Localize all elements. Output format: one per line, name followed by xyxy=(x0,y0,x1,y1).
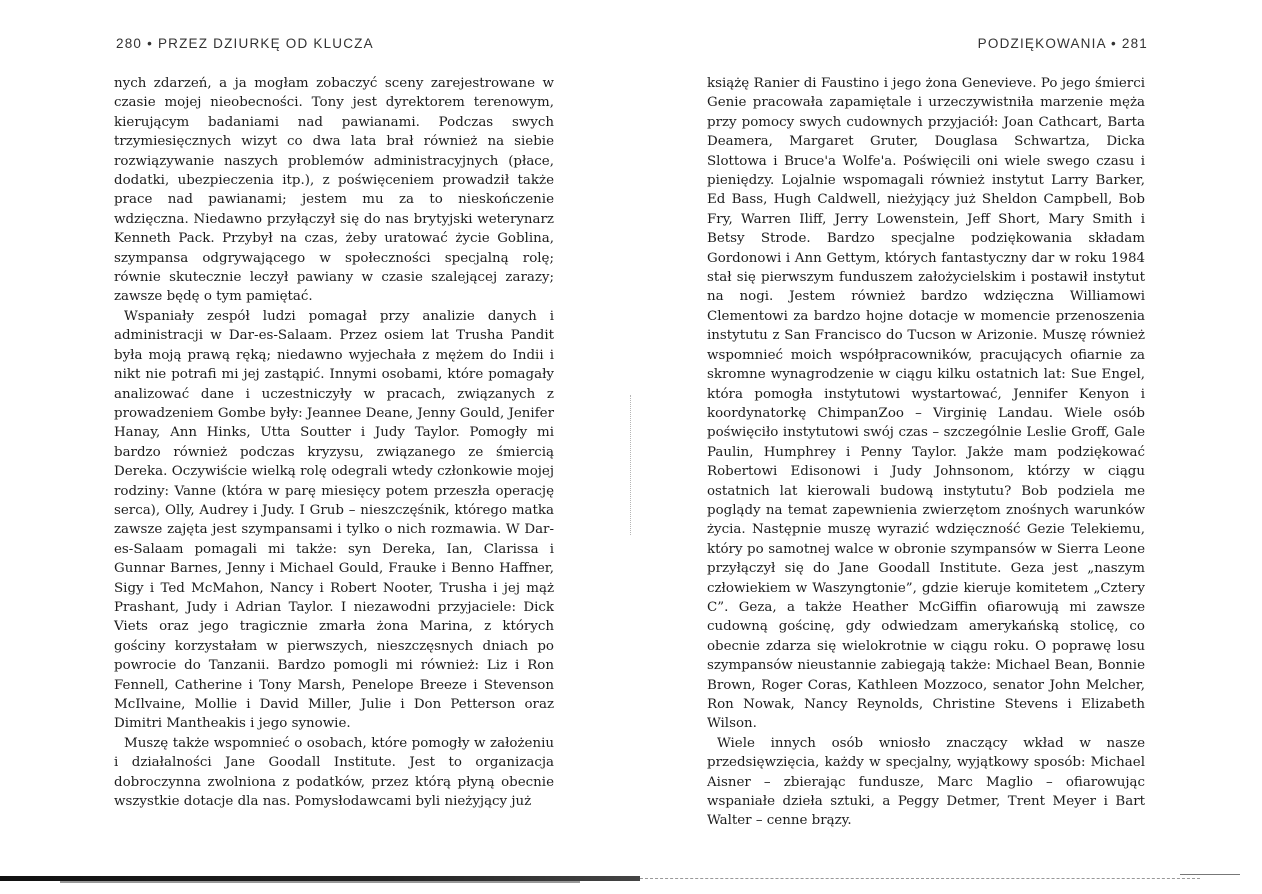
left-paragraph-3: Muszę także wspomnieć o osobach, które pomogły w założeniu i działalności Jane Goodall Institute. Jest to organizacja dobroczynna zwolniona z podatków, przez którą płyną obecnie wszystkie dotacje dla nas. Pomysłodawcami byli nieżyjący już xyxy=(114,735,554,810)
right-paragraph-1: książę Ranier di Faustino i jego żona Genevieve. Po jego śmierci Genie pracowała zapamiętale i urzeczywistniła marzenie męża przy pomocy swych cudownych przyjaciół: Joan Cathcart, Barta Deamera, Margaret Gruter, Douglasa Schwartza, Dicka Slottowa i Bruce'a Wolfe'a. Poświęcili oni wiele swego czasu i pieniędzy. Lojalnie wspomagali również instytut Larry Barker, Ed Bass, Hugh Caldwell, nieżyjący już Sheldon Campbell, Bob Fry, Warren Iliff, Jerry Lowenstein, Jeff Short, Mary Smith i Betsy Strode. Bardzo specjalne podziękowania składam Gordonowi i Ann Gettym, których fantastyczny dar w roku 1984 stał się pierwszym funduszem założycielskim i postawił instytut na nogi. Jestem również bardzo wdzięczna Williamowi Clementowi za bardzo hojne dotacje w momencie przenoszenia instytutu z San Francisco do Tucson w Arizonie. Muszę również wspomnieć moich współpracowników, pracujących ofiarnie za skromne wynagrodzenie w ciągu kilku ostatnich lat: Sue Engel, która pomogła instytutowi wystartować, Jennifer Kenyon i koordynatorkę ChimpanZoo – Virginię Landau. Wiele osób poświęciło instytutowi swój czas – szczególnie Leslie Groff, Gale Paulin, Humphrey i Penny Taylor. Jakże mam podziękować Robertowi Edisonowi i Judy Johnsonom, którzy w ciągu ostatnich lat kierowali budową instytutu? Bob podziela me poglądy na temat zapewnienia zwierzętom znośnych warunków życia. Następnie muszę wyrazić wdzięczność Gezie Telekiemu, który po samotnej walce w obronie szympansów w Sierra Leone przyłączył się do Jane Goodall Institute. Geza jest „naszym człowiekiem w Waszyngtonie”, gdzie kieruje komitetem „Cztery C”. Geza, a także Heather McGiffin ofiarowują mi zawsze cudowną gościnę, gdy odwiedzam amerykańską stolicę, co obecnie zdarza się wielokrotnie w ciągu roku. O poprawę losu szympansów nieustannie zabiegają także: Michael Bean, Bonnie Brown, Roger Coras, Kathleen Mozzoco, senator John Melcher, Ron Nowak, Nancy Reynolds, Christine Stevens i Elizabeth Wilson. xyxy=(707,76,1145,732)
right-paragraph-2: Wiele innych osób wniosło znaczący wkład w nasze przedsięwzięcia, każdy w specjalny, wyjątkowy sposób: Michael Aisner – zbierając fundusze, Marc Maglio – ofiarowując wspaniałe dzieła sztuki, a Peggy Detmer, Trent Meyer i Bart Walter – cenne brązy. xyxy=(707,735,1145,829)
left-paragraph-1: nych zdarzeń, a ja mogłam zobaczyć sceny zarejestrowane w czasie mojej nieobecności. Tony jest dyrektorem terenowym, kierującym badaniami nad pawianami. Podczas swych trzymiesięcznych wizyt co dwa lata brał również na siebie rozwiązywanie naszych problemów administracyjnych (płace, dodatki, ubezpieczenia itp.), z poświęceniem prowadził także prace nad pawianami; jestem mu za to nieskończenie wdzięczna. Niedawno przyłączył się do nas brytyjski weterynarz Kenneth Pack. Przybył na czas, żeby uratować życie Goblina, szympansa odgrywającego w społeczności specjalną rolę; równie skutecznie leczył pawiany w czasie szalejącej zarazy; zawsze będę o tym pamiętać. xyxy=(114,76,554,305)
scan-edge-line xyxy=(640,878,1200,880)
left-body-text xyxy=(114,74,554,811)
left-paragraph-2: Wspaniały zespół ludzi pomagał przy analizie danych i administracji w Dar-es-Salaam. Przez osiem lat Trusha Pandit była moją prawą ręką; niedawno wyjechała z mężem do Indii i nikt nie potrafi mi jej zastąpić. Innymi osobami, które pomagały analizować dane i uczestniczyły w pracach, związanych z prowadzeniem Gombe były: Jeannee Deane, Jenny Gould, Jenifer Hanay, Ann Hinks, Utta Soutter i Judy Taylor. Pomogły mi bardzo również podczas kryzysu, związanego ze śmiercią Dereka. Oczywiście wielką rolę odegrali wtedy członkowie mojej rodziny: Vanne (która w parę miesięcy potem przeszła operację serca), Olly, Audrey i Judy. I Grub – nieszczęśnik, którego matka zawsze zajęta jest szympansami i tylko o nich rozmawia. W Dar-es-Salaam pomagali mi także: syn Dereka, Ian, Clarissa i Gunnar Barnes, Jenny i Michael Gould, Frauke i Benno Haffner, Sigy i Ted McMahon, Nancy i Robert Nooter, Trusha i jej mąż Prashant, Judy i Adrian Taylor. I niezawodni przyjaciele: Dick Viets oraz jego tragicznie zmarła żona Marina, z których gościny korzystałam w pierwszych, nieszczęsnych dniach po powrocie do Tanzanii. Bardzo pomogli mi również: Liz i Ron Fennell, Catherine i Tony Marsh, Penelope Breeze i Stevenson McIlvaine, Mollie i David Miller, Julie i Don Petterson oraz Dimitri Mantheakis i jego synowie. xyxy=(114,308,554,732)
right-running-head: PODZIĘKOWANIA • 281 xyxy=(977,36,1148,51)
right-page xyxy=(631,0,1262,894)
scan-bottom-edge xyxy=(0,868,1262,894)
scan-edge-mark xyxy=(1180,874,1240,875)
left-running-head: 280 • PRZEZ DZIURKĘ OD KLUCZA xyxy=(116,36,374,51)
right-body-text xyxy=(707,74,1145,831)
scan-edge-shadow-secondary xyxy=(60,881,580,883)
